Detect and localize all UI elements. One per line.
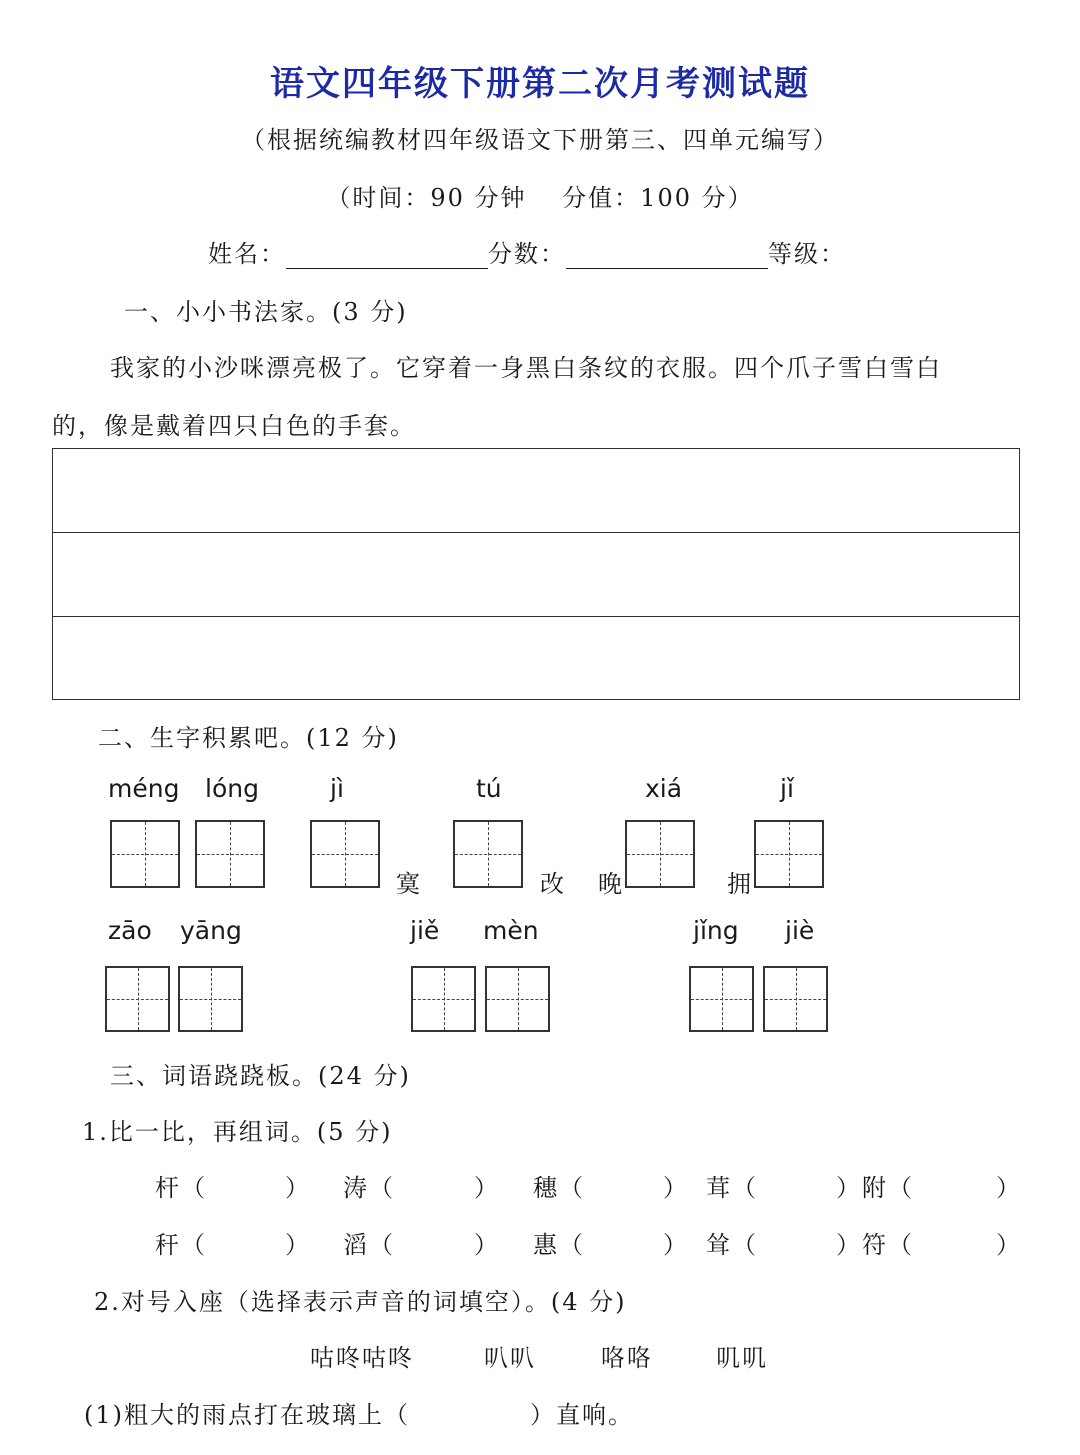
writing-grid-box[interactable] [110, 820, 180, 888]
compare-word: 耸（ [706, 1231, 758, 1259]
fill-item-suffix: ）直响。 [530, 1401, 634, 1429]
sound-word-option: 叽叽 [716, 1344, 768, 1372]
question1-heading: 1.比一比，再组词。(5 分) [82, 1118, 393, 1146]
compare-word: ） [996, 1174, 1022, 1202]
section3-heading: 三、词语跷跷板。(24 分) [110, 1062, 411, 1090]
writing-grid-box[interactable] [485, 966, 550, 1032]
compare-word: ） [663, 1231, 689, 1259]
pinyin-label: jǐ [780, 774, 794, 803]
section1-passage-line1: 我家的小沙咪漂亮极了。它穿着一身黑白条纹的衣服。四个爪子雪白雪白 [110, 354, 942, 382]
score-blank[interactable] [566, 248, 768, 269]
compare-word: ） [474, 1231, 500, 1259]
compare-word: 涛（ [343, 1174, 395, 1202]
writing-grid-box[interactable] [763, 966, 828, 1032]
section2-heading: 二、生字积累吧。(12 分) [98, 724, 399, 752]
writing-grid-box[interactable] [178, 966, 243, 1032]
pinyin-label: jì [330, 774, 344, 803]
compare-word: 秆（ [155, 1231, 207, 1259]
pinyin-label: zāo [108, 916, 152, 945]
writing-box[interactable] [52, 448, 1020, 700]
score-label: 分数： [488, 240, 566, 268]
writing-grid-box[interactable] [411, 966, 476, 1032]
subtitle: （根据统编教材四年级语文下册第三、四单元编写） [241, 126, 839, 154]
pinyin-label: lóng [205, 774, 259, 803]
section1-heading: 一、小小书法家。(3 分) [124, 298, 408, 326]
sound-word-option: 咕咚咕咚 [310, 1344, 414, 1372]
given-character: 拥 [727, 870, 751, 898]
name-label: 姓名： [208, 240, 286, 268]
writing-grid-box[interactable] [453, 820, 523, 888]
pinyin-label: tú [476, 774, 502, 803]
pinyin-label: jiě [410, 916, 440, 945]
given-character: 晚 [598, 870, 622, 898]
fill-item-1 [84, 1395, 634, 1430]
page-title: 语文四年级下册第二次月考测试题 [270, 64, 810, 104]
writing-grid-box[interactable] [625, 820, 695, 888]
pinyin-label: xiá [645, 774, 683, 803]
writing-grid-box[interactable] [310, 820, 380, 888]
pinyin-label: mèn [483, 916, 539, 945]
writing-row[interactable] [53, 533, 1019, 617]
pinyin-label: jǐng [693, 916, 739, 945]
compare-word: ）符（ [836, 1231, 914, 1259]
student-info-line [208, 234, 846, 269]
writing-grid-box[interactable] [105, 966, 170, 1032]
grade-label: 等级： [768, 240, 846, 268]
compare-word: 滔（ [343, 1231, 395, 1259]
compare-word: ） [285, 1231, 311, 1259]
compare-word: ） [474, 1174, 500, 1202]
compare-word: 惠（ [533, 1231, 585, 1259]
sound-word-option: 叭叭 [484, 1344, 536, 1372]
time-score-line: （时间：90 分钟 分值：100 分） [326, 184, 754, 212]
writing-grid-box[interactable] [754, 820, 824, 888]
pinyin-label: yāng [180, 916, 242, 945]
compare-word: ）附（ [836, 1174, 914, 1202]
fill-item-prefix: (1)粗大的雨点打在玻璃上（ [84, 1401, 410, 1429]
pinyin-label: méng [108, 774, 180, 803]
name-blank[interactable] [286, 248, 488, 269]
writing-grid-box[interactable] [195, 820, 265, 888]
writing-row[interactable] [53, 449, 1019, 533]
given-character: 寞 [396, 870, 420, 898]
writing-grid-box[interactable] [689, 966, 754, 1032]
writing-row[interactable] [53, 617, 1019, 701]
compare-word: ） [663, 1174, 689, 1202]
compare-word: 茸（ [706, 1174, 758, 1202]
compare-word: 杆（ [155, 1174, 207, 1202]
pinyin-label: jiè [785, 916, 815, 945]
section1-passage-line2: 的，像是戴着四只白色的手套。 [52, 412, 416, 440]
compare-word: ） [285, 1174, 311, 1202]
compare-word: 穗（ [533, 1174, 585, 1202]
given-character: 改 [540, 870, 564, 898]
sound-word-option: 咯咯 [601, 1344, 653, 1372]
question2-heading: 2.对号入座（选择表示声音的词填空）。(4 分) [94, 1288, 627, 1316]
compare-word: ） [996, 1231, 1022, 1259]
